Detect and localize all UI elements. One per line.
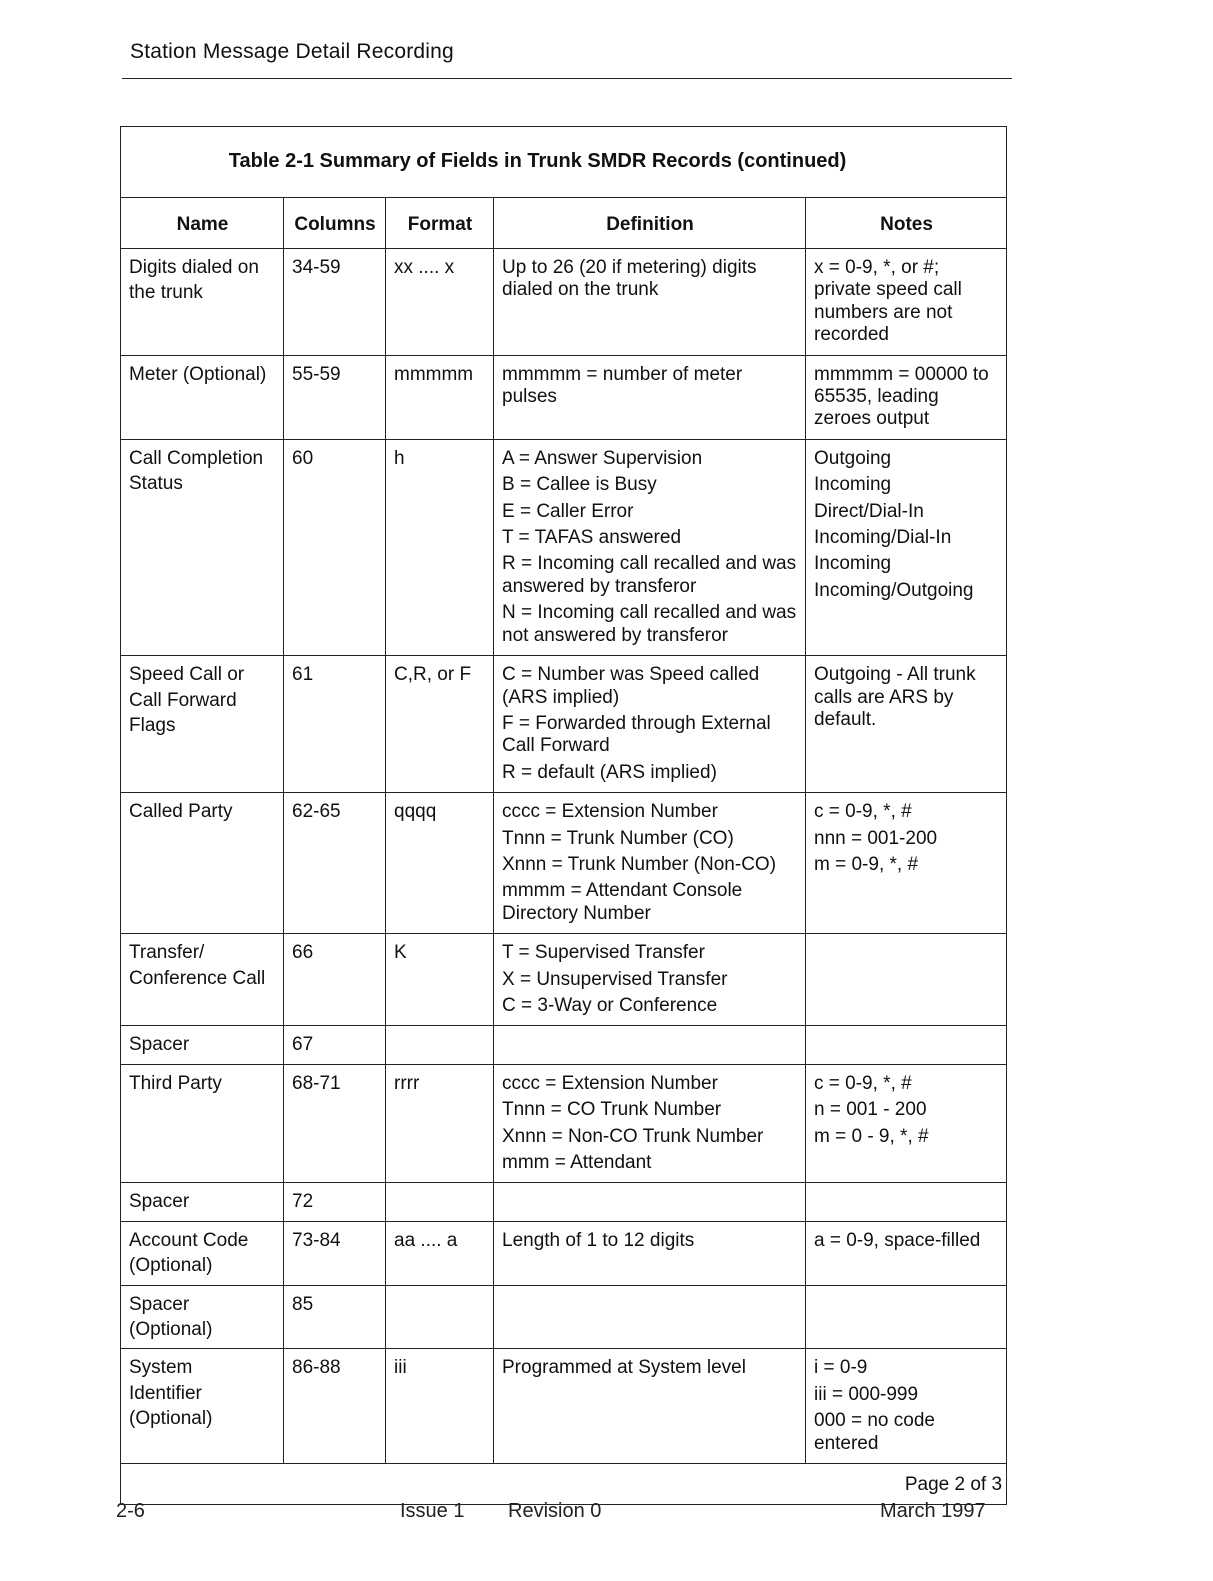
field-name-line: Speed Call or [129,664,245,686]
cell-definition [494,1221,806,1285]
field-notes-line: iii = 000-999 [814,1383,919,1405]
cell-definition [494,1064,806,1183]
cell-definition [494,249,806,356]
cell-definition [494,355,806,439]
field-definition-line: E = Caller Error [502,500,634,522]
field-name-line: (Optional) [129,1255,213,1277]
field-name-line: Status [129,473,183,495]
cell-format [386,1183,494,1221]
field-format: h [394,447,405,469]
footer-revision: Revision 0 [508,1500,602,1522]
field-definition-line: T = TAFAS answered [502,527,682,549]
cell-columns [284,1183,386,1221]
field-notes-line: x = 0-9, *, or #; private speed call numbers are not recorded [814,257,962,346]
cell-definition [494,439,806,655]
field-columns: 68-71 [292,1072,341,1094]
cell-definition [494,1026,806,1064]
field-notes-line: m = 0-9, *, # [814,853,919,875]
field-definition-line: F = Forwarded through External Call Forward [502,712,771,757]
cell-columns [284,1026,386,1064]
cell-notes [806,1285,1007,1349]
cell-notes [806,1064,1007,1183]
table-row [121,355,1007,439]
table-row [121,793,1007,934]
field-name-line: Third Party [129,1072,222,1094]
table-row [121,439,1007,655]
field-name-line: Conference Call [129,967,266,989]
table-row [121,1183,1007,1221]
cell-notes [806,1221,1007,1285]
cell-columns [284,249,386,356]
cell-name [121,355,284,439]
cell-name [121,1026,284,1064]
field-name-line: Call Forward [129,689,237,711]
field-columns: 62-65 [292,801,341,823]
running-header: Station Message Detail Recording [130,40,454,63]
cell-columns [284,1285,386,1349]
table-row [121,1026,1007,1064]
field-name-line: Meter (Optional) [129,363,267,385]
field-name-line: Spacer [129,1034,190,1056]
cell-format [386,439,494,655]
cell-notes [806,1183,1007,1221]
field-definition-line: mmmmm = number of meter pulses [502,363,743,408]
table-row [121,1064,1007,1183]
field-notes-line: i = 0-9 [814,1357,868,1379]
cell-columns [284,1349,386,1464]
field-definition-line: Tnnn = Trunk Number (CO) [502,827,734,849]
cell-definition [494,1285,806,1349]
field-columns: 34-59 [292,257,341,278]
cell-definition [494,1349,806,1464]
page-indicator: Page 2 of 3 [904,1474,1003,1496]
footer-page-number: 2-6 [116,1500,145,1522]
field-format: qqqq [394,801,437,823]
cell-name [121,934,284,1026]
table-caption-cell [121,127,1007,198]
field-name-line: Flags [129,714,176,736]
cell-notes [806,656,1007,793]
field-format: aa .... a [394,1229,458,1251]
field-name-line: Called Party [129,801,233,823]
cell-notes [806,439,1007,655]
field-columns: 85 [292,1293,314,1315]
table-caption-row [121,127,1007,198]
cell-columns [284,1064,386,1183]
cell-name [121,1183,284,1221]
table-row [121,1221,1007,1285]
field-notes-line: Outgoing - All trunk calls are ARS by default. [814,664,976,730]
field-format: mmmmm [394,363,474,385]
cell-columns [284,439,386,655]
field-columns: 61 [292,664,314,686]
page-indicator-cell [121,1464,1007,1505]
field-definition-line: mmmm = Attendant Console Directory Number [502,880,743,924]
cell-notes [806,1026,1007,1064]
table-body [121,249,1007,1464]
field-format: rrrr [394,1072,420,1094]
field-definition-line: mmm = Attendant [502,1152,652,1173]
field-columns: 67 [292,1034,314,1056]
footer-issue: Issue 1 [400,1500,465,1522]
field-name-line: Account Code [129,1229,249,1251]
field-definition-line: B = Callee is Busy [502,474,657,496]
field-definition-line: A = Answer Supervision [502,447,703,469]
field-columns: 72 [292,1191,314,1213]
field-notes-line: n = 001 - 200 [814,1099,927,1121]
field-definition-line: Tnnn = CO Trunk Number [502,1099,722,1121]
field-notes-line: m = 0 - 9, *, # [814,1125,929,1147]
field-notes-line: mmmmm = 00000 to 65535, leading zeroes output [814,363,989,430]
field-definition-line: cccc = Extension Number [502,1072,718,1094]
cell-name [121,656,284,793]
field-definition-line: X = Unsupervised Transfer [502,968,728,990]
cell-notes [806,934,1007,1026]
column-header-format: Format [386,198,494,249]
table-header-row [121,198,1007,249]
cell-format [386,1026,494,1064]
field-notes-line: Outgoing [814,447,892,469]
field-name-line: Identifier [129,1382,202,1404]
field-definition-line: Up to 26 (20 if metering) digits dialed on the trunk [502,257,757,301]
field-definition-line: cccc = Extension Number [502,801,718,823]
field-notes-line: Incoming [814,553,892,575]
cell-name [121,1349,284,1464]
field-notes-line: c = 0-9, *, # [814,1072,912,1094]
cell-name [121,793,284,934]
field-format: K [394,942,407,964]
cell-format [386,793,494,934]
column-header-name: Name [121,198,284,249]
cell-notes [806,1349,1007,1464]
field-name-line: Digits dialed on [129,257,259,278]
footer-date: March 1997 [880,1500,986,1522]
field-format: C,R, or F [394,664,472,686]
cell-definition [494,1183,806,1221]
cell-format [386,1349,494,1464]
field-name-line: (Optional) [129,1319,213,1341]
field-definition-line: Xnnn = Trunk Number (Non-CO) [502,853,777,875]
field-name-line: Spacer [129,1191,190,1213]
table-row [121,656,1007,793]
field-notes-line: 000 = no code entered [814,1410,935,1454]
field-columns: 86-88 [292,1357,341,1379]
cell-format [386,934,494,1026]
cell-columns [284,934,386,1026]
field-name-line: Call Completion [129,447,264,469]
cell-name [121,249,284,356]
field-definition-line: Length of 1 to 12 digits [502,1229,695,1251]
field-definition-line: C = 3-Way or Conference [502,994,718,1016]
field-name-line: Spacer [129,1293,190,1315]
field-definition-line: Programmed at System level [502,1357,746,1379]
field-name-line: Transfer/ [129,942,205,964]
cell-definition [494,934,806,1026]
cell-format [386,1064,494,1183]
field-notes-line: Direct/Dial-In [814,500,924,522]
field-definition-line: R = Incoming call recalled and was answered by transferor [502,553,797,597]
field-columns: 60 [292,447,314,469]
table-row [121,1285,1007,1349]
cell-format [386,1285,494,1349]
cell-format [386,355,494,439]
field-columns: 73-84 [292,1229,341,1251]
cell-columns [284,1221,386,1285]
table-row [121,934,1007,1026]
table-footer-row [121,1464,1007,1505]
field-format: iii [394,1357,407,1379]
cell-definition [494,656,806,793]
table-row [121,1349,1007,1464]
cell-notes [806,355,1007,439]
field-notes-line: Incoming/Outgoing [814,579,974,601]
field-format: xx .... x [394,257,455,278]
cell-columns [284,793,386,934]
column-header-definition: Definition [494,198,806,249]
field-definition-line: N = Incoming call recalled and was not answered by transferor [502,602,797,646]
cell-columns [284,355,386,439]
field-notes-line: c = 0-9, *, # [814,801,912,823]
cell-name [121,1221,284,1285]
field-name-line: (Optional) [129,1408,213,1430]
field-columns: 66 [292,942,314,964]
header-rule [122,78,1012,79]
field-notes-line: Incoming [814,474,892,496]
table-row [121,249,1007,356]
field-name-line: the trunk [129,282,203,304]
field-columns: 55-59 [292,363,341,385]
field-definition-line: T = Supervised Transfer [502,942,705,964]
table-caption: Table 2-1 Summary of Fields in Trunk SMDR Records (continued) [228,150,847,173]
cell-notes [806,793,1007,934]
cell-name [121,439,284,655]
cell-name [121,1285,284,1349]
field-definition-line: Xnnn = Non-CO Trunk Number [502,1125,764,1147]
cell-format [386,249,494,356]
cell-definition [494,793,806,934]
field-definition-line: R = default (ARS implied) [502,761,717,783]
cell-format [386,1221,494,1285]
cell-notes [806,249,1007,356]
column-header-notes: Notes [806,198,1007,249]
field-name-line: System [129,1357,193,1379]
field-notes-line: nnn = 001-200 [814,827,938,849]
cell-format [386,656,494,793]
cell-columns [284,656,386,793]
field-notes-line: a = 0-9, space-filled [814,1229,981,1251]
field-notes-line: Incoming/Dial-In [814,527,952,549]
cell-name [121,1064,284,1183]
field-definition-line: C = Number was Speed called (ARS implied) [502,664,760,708]
fields-table [120,126,1007,1505]
column-header-columns: Columns [284,198,386,249]
